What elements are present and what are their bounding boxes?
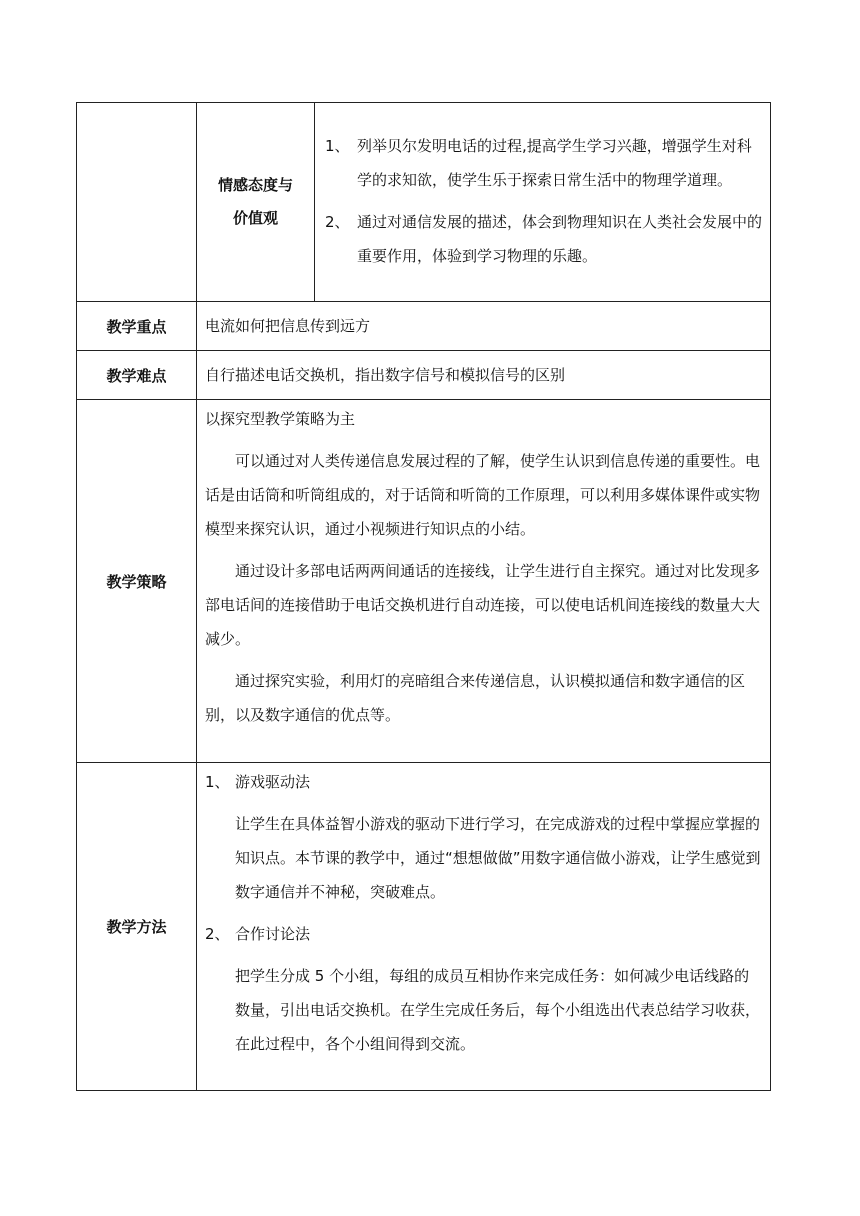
attitude-empty-cell [77,103,197,302]
difficulty-text: 自行描述电话交换机，指出数字信号和模拟信号的区别 [205,366,566,384]
method-item-heading [205,917,762,951]
strategy-row [77,400,771,763]
item-text: 通过对通信发展的描述，体会到物理知识在人类社会发展中的重要作用，体验到学习物理的乐趣。 [357,213,763,265]
method-content [197,763,771,1091]
difficulty-content [197,351,771,400]
method-row [77,763,771,1091]
strategy-paragraph: 通过设计多部电话两两间通话的连接线，让学生进行自主探究。通过对比发现多部电话间的连接借助于电话交换机进行自动连接，可以使电话机间连接线的数量大大减少。 [205,562,761,648]
attitude-label-cell [197,103,315,302]
method-paragraph: 让学生在具体益智小游戏的驱动下进行学习，在完成游戏的过程中掌握应掌握的知识点。本节课的教学中，通过“想想做做”用数字通信做小游戏，让学生感觉到数字通信并不神秘，突破难点。 [235,815,761,901]
method-number: 1、 [205,773,230,791]
difficulty-row [77,351,771,400]
key-point-text: 电流如何把信息传到远方 [205,317,371,335]
method-title: 游戏驱动法 [235,773,311,791]
strategy-content [197,400,771,763]
key-point-row [77,302,771,351]
lesson-plan-table [76,102,771,1091]
key-point-label: 教学重点 [77,302,197,351]
attitude-item [315,205,764,273]
item-number: 1、 [325,137,350,155]
method-title: 合作讨论法 [235,925,311,943]
strategy-paragraph: 通过探究实验，利用灯的亮暗组合来传递信息，认识模拟通信和数字通信的区别，以及数字通信的优点等。 [205,672,746,724]
method-label: 教学方法 [77,763,197,1091]
method-number: 2、 [205,925,230,943]
method-paragraph: 把学生分成 5 个小组，每组的成员互相协作来完成任务：如何减少电话线路的数量，引出电话交换机。在学生完成任务后，每个小组选出代表总结学习收获，在此过程中，各个小组间得到交流。 [235,967,761,1053]
strategy-label: 教学策略 [77,400,197,763]
attitude-label: 情感态度与价值观 [217,176,293,227]
method-item-heading [205,765,762,799]
attitude-content-cell [315,103,771,302]
key-point-content [197,302,771,351]
item-number: 2、 [325,213,350,231]
attitude-item [315,129,764,197]
strategy-paragraph: 可以通过对人类传递信息发展过程的了解，使学生认识到信息传递的重要性。电话是由话筒和听筒组成的，对于话筒和听筒的工作原理，可以利用多媒体课件或实物模型来探究认识，通过小视频进行知识点的小结。 [205,452,761,538]
difficulty-label: 教学难点 [77,351,197,400]
item-text: 列举贝尔发明电话的过程,提高学生学习兴趣，增强学生对科学的求知欲，使学生乐于探索日常生活中的物理学道理。 [357,137,752,189]
attitude-row [77,103,771,302]
strategy-heading: 以探究型教学策略为主 [205,410,356,428]
